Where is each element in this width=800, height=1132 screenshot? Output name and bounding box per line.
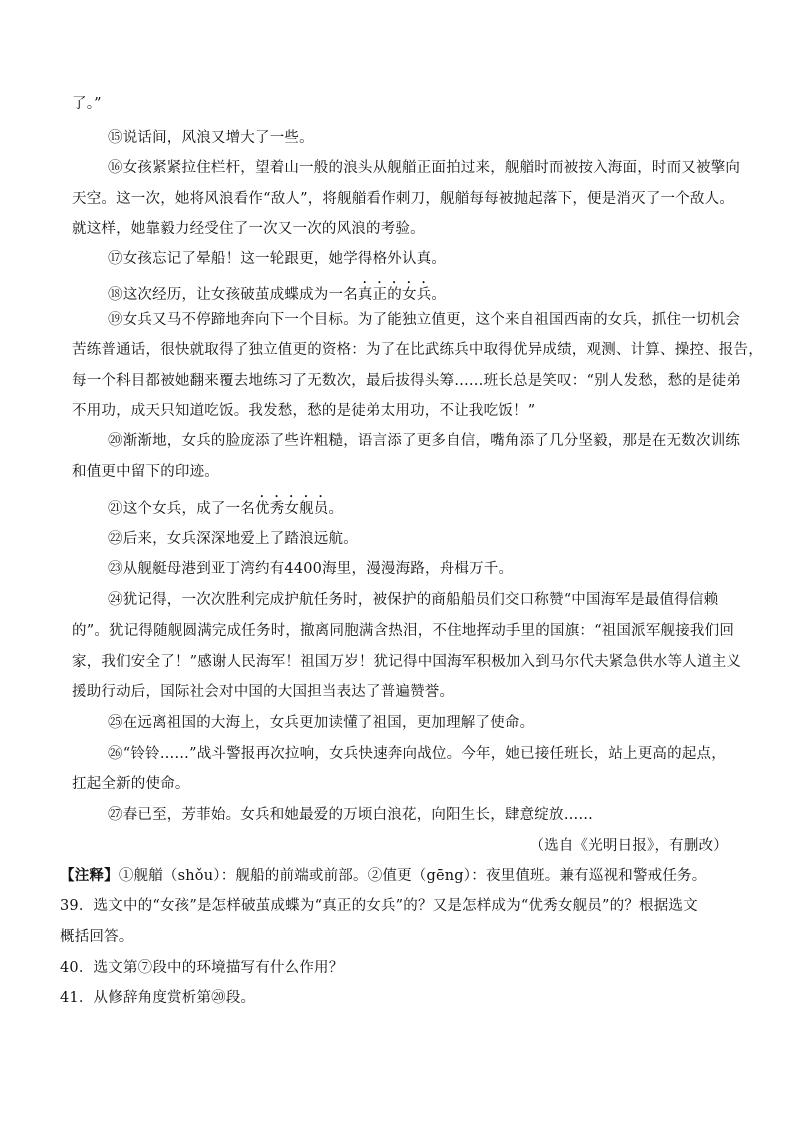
- paragraph-15: ⑮说话间，风浪又增大了一些。: [108, 130, 314, 146]
- paragraph-20-line-2: 和值更中留下的印迹。: [72, 464, 219, 480]
- paragraph-19-line-2: 苦练普通话，很快就取得了独立值更的资格：为了在比武练兵中取得优异成绩，观测、计算、操控、报告，: [72, 342, 763, 358]
- note-text: ①舰艏（shǒu）：舰船的前端或前部。②值更（gēng）：夜里值班。兼有巡视和警戒任务。: [118, 868, 707, 884]
- question-39-line-1: 39．选文中的“女孩”是怎样破茧成蝶为“真正的女兵”的？又是怎样成为“优秀女舰员”的？根据选文: [60, 898, 698, 914]
- question-40: 40．选文第⑦段中的环境描写有什么作用？: [60, 960, 344, 976]
- paragraph-21: [108, 493, 728, 519]
- paragraph-18-text: ⑱这次经历，让女孩破茧成蝶成为一名: [108, 287, 358, 303]
- paragraph-14-tail: 了。”: [72, 96, 102, 112]
- paragraph-20-line-1: ⑳渐渐地，女兵的脸庞添了些许粗糙，语言添了更多自信，嘴角添了几分坚毅，那是在无数次训练: [108, 433, 741, 449]
- paragraph-16-line-1: ⑯女孩紧紧拉住栏杆，望着山一般的浪头从舰艏正面拍过来，舰艏时而被按入海面，时而又被擎向: [108, 160, 741, 176]
- source-citation: （选自《光明日报》，有删改）: [529, 838, 728, 854]
- paragraph-24-line-2: 的”。犹记得随舰圆满完成任务时，撤离同胞满含热泪，不住地挥动手里的国旗：“祖国派军舰接我们回: [72, 623, 735, 639]
- note-label: 【注释】: [60, 867, 119, 884]
- paragraph-23: ㉓从舰艇母港到亚丁湾约有4400海里，漫漫海路，舟楫万千。: [108, 561, 514, 577]
- paragraph-25: ㉕在远离祖国的大海上，女兵更加读懂了祖国，更加理解了使命。: [108, 715, 535, 731]
- question-39-line-2: 概括回答。: [60, 929, 134, 945]
- paragraph-17: ⑰女孩忘记了晕船！这一轮跟更，她学得格外认真。: [108, 251, 447, 267]
- question-41: 41．从修辞角度赏析第⑳段。: [60, 990, 256, 1006]
- paragraph-24-line-3: 家，我们安全了！”感谢人民海军！祖国万岁！犹记得中国海军积极加入到马尔代夫紧急供水等人道主义: [72, 654, 742, 670]
- paragraph-21-end: 。: [328, 501, 344, 517]
- paragraph-21-text: ㉑这个女兵，成了一名: [108, 501, 255, 517]
- paragraph-22: ㉒后来，女兵深深地爱上了踏浪远航。: [108, 531, 358, 547]
- paragraph-16-line-3: 就这样，她靠毅力经受住了一次又一次的风浪的考验。: [72, 221, 425, 237]
- paragraph-26-line-1: ㉖“铃铃……”战斗警报再次拉响，女兵快速奔向战位。今年，她已接任班长，站上更高的起点，: [108, 746, 726, 762]
- emphasis-excellent-crew: 优秀女舰员: [255, 501, 329, 517]
- paragraph-19-line-4: 不用功，成天只知道吃饭。我发愁，愁的是徒弟太用功，不让我吃饭！”: [72, 403, 536, 419]
- paragraph-24-line-4: 援助行动后，国际社会对中国的大国担当表达了普遍赞誉。: [72, 684, 455, 700]
- paragraph-19-line-3: 每一个科目都被她翻来覆去地练习了无数次，最后拔得头筹……班长总是笑叹：“别人发愁，愁的是徒弟: [72, 373, 742, 389]
- paragraph-27: ㉗春已至，芳菲始。女兵和她最爱的万顷白浪花，向阳生长，肆意绽放……: [108, 807, 594, 823]
- paragraph-26-line-2: 扛起全新的使命。: [72, 776, 190, 792]
- annotation-note: [60, 866, 728, 886]
- paragraph-19-line-1: ⑲女兵又马不停蹄地奔向下一个目标。为了能独立值更，这个来自祖国西南的女兵，抓住一切机会: [108, 312, 741, 328]
- paragraph-24-line-1: ㉔犹记得，一次次胜利完成护航任务时，被保护的商船船员们交口称赞“中国海军是最值得信赖: [108, 592, 719, 608]
- emphasis-true-soldier: 真正的女兵: [357, 287, 432, 303]
- paragraph-16-line-2: 天空。这一次，她将风浪看作“敌人”，将舰艏看作刺刀，舰艏每每被抛起落下，便是消灭了一个敌人。: [72, 191, 735, 207]
- paragraph-18: [108, 279, 728, 305]
- paragraph-18-end: 。: [431, 287, 447, 303]
